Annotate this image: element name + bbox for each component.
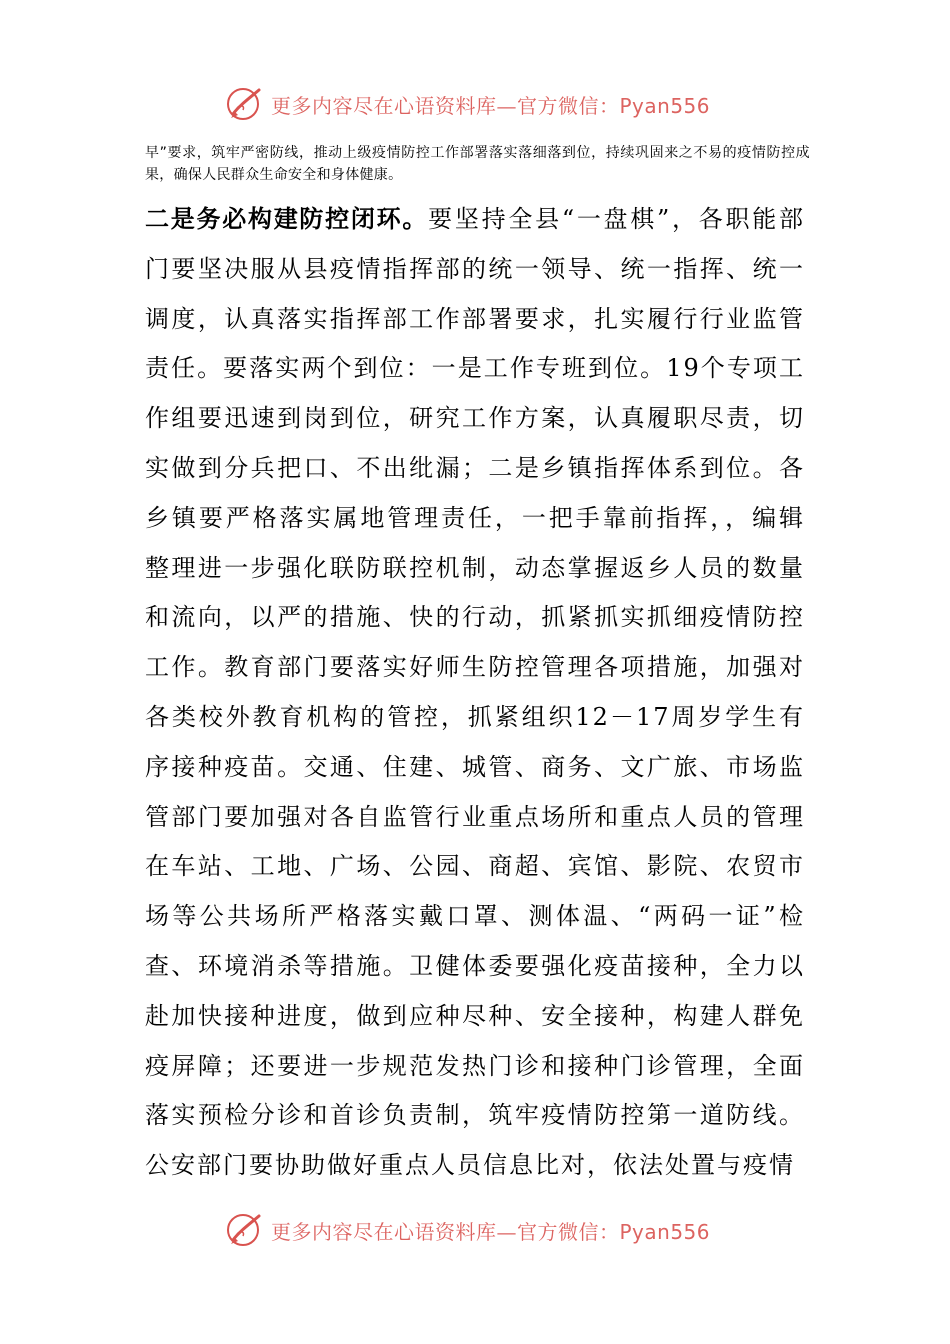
footer-watermark-banner: [225, 1208, 745, 1252]
section-heading: 二是务必构建防控闭环。: [145, 205, 429, 233]
header-watermark-banner: [225, 82, 745, 126]
banner-text: 更多内容尽在心语资料库—官方微信：Pyan556: [271, 1219, 711, 1244]
pen-logo-icon: [225, 84, 265, 124]
wechat-id: Pyan556: [619, 93, 711, 118]
pen-logo-icon: [225, 1210, 265, 1250]
section-body: 要坚持全县“一盘棋”，各职能部门要坚决服从县疫情指挥部的统一领导、统一指挥、统一调度，认真落实指挥部工作部署要求，扎实履行行业监管责任。要落实两个到位：一是工作专班到位。19个专项工作组要迅速到岗到位，研究工作方案，认真履职尽责，切实做到分兵把口、不出纰漏；二是乡镇指挥体系到位。各乡镇要严格落实属地管理责任，一把手靠前指挥，，编辑整理进一步强化联防联控机制，动态掌握返乡人员的数量和流向，以严的措施、快的行动，抓紧抓实抓细疫情防控工作。教育部门要落实好师生防控管理各项措施，加强对各类校外教育机构的管控，抓紧组织12－17周岁学生有序接种疫苗。交通、住建、城管、商务、文广旅、市场监管部门要加强对各自监管行业重点场所和重点人员的管理在车站、工地、广场、公园、商超、宾馆、影院、农贸市场等公共场所严格落实戴口罩、测体温、“两码一证”检查、环境消杀等措施。卫健体委要强化疫苗接种，全力以赴加快接种进度，做到应种尽种、安全接种，构建人群免疫屏障；还要进一步规范发热门诊和接种门诊管理，全面落实预检分诊和首诊负责制，筑牢疫情防控第一道防线。公安部门要协助做好重点人员信息比对，依法处置与疫情: [145, 205, 805, 1180]
main-paragraph: [145, 195, 805, 1191]
carryover-paragraph: 早”要求，筑牢严密防线，推动上级疫情防控工作部署落实落细落到位，持续巩固来之不易的疫情防控成果，确保人民群众生命安全和身体健康。: [145, 145, 810, 183]
wechat-id: Pyan556: [619, 1219, 711, 1244]
banner-text: 更多内容尽在心语资料库—官方微信：Pyan556: [271, 93, 711, 118]
